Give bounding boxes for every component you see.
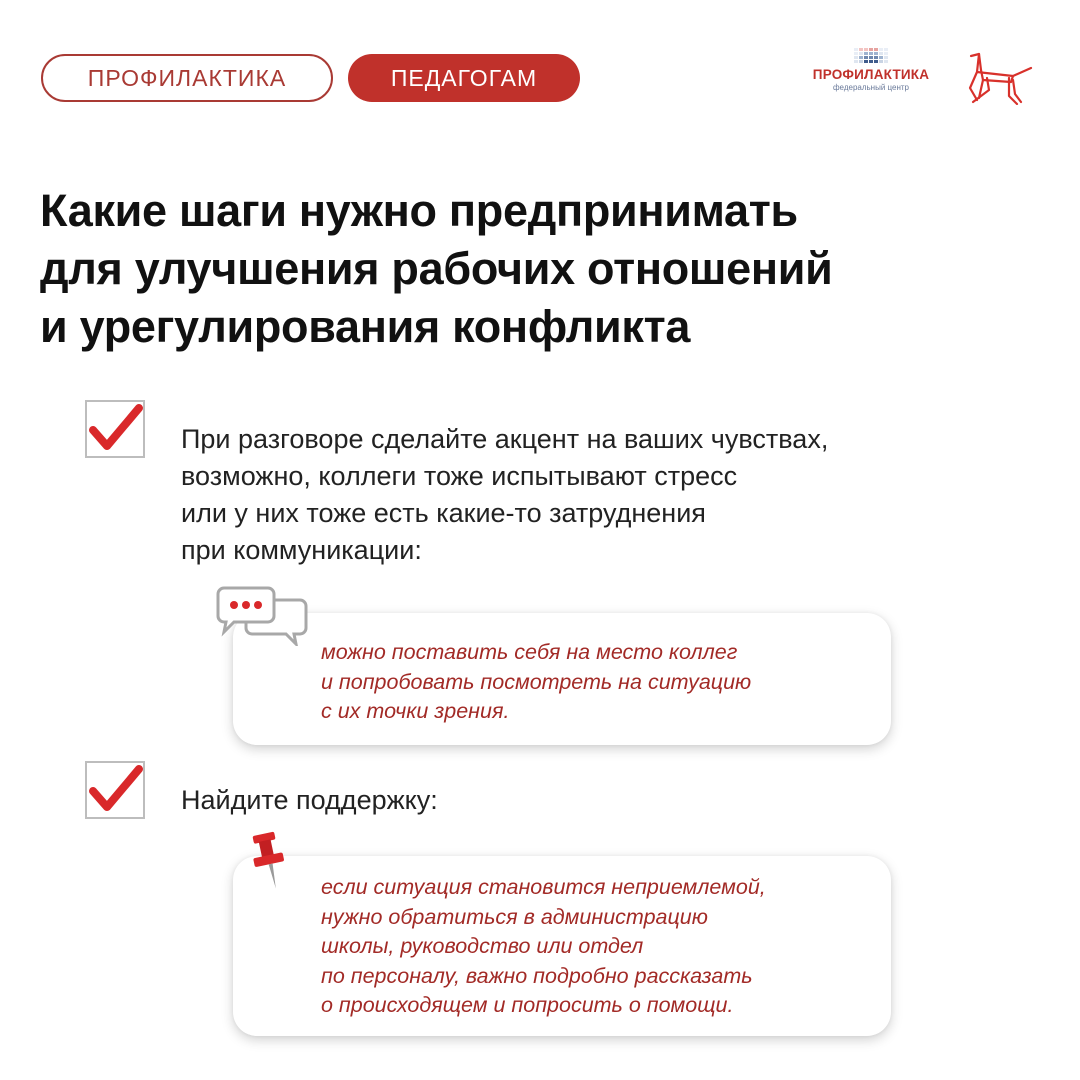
step-1-text (181, 421, 1001, 569)
prophylaxis-logo (806, 48, 936, 108)
note-line: о происходящем и попросить о помощи. (321, 993, 734, 1017)
logo-dot-grid-icon (806, 48, 936, 63)
title-line: Какие шаги нужно предпринимать (40, 185, 798, 236)
step-1-checkbox (85, 400, 145, 458)
checkmark-icon (87, 763, 147, 821)
tag-teachers[interactable] (348, 54, 580, 102)
tag-prophylaxis-label: ПРОФИЛАКТИКА (87, 64, 287, 91)
note-line: по персоналу, важно подробно рассказать (321, 963, 753, 988)
step-2-note-text (321, 873, 766, 1021)
note-line: и попробовать посмотреть на ситуацию (321, 669, 752, 694)
horse-logo-icon (965, 50, 1035, 105)
title-line: и урегулирования конфликта (40, 301, 691, 352)
step-2-checkbox (85, 761, 145, 819)
tag-prophylaxis[interactable] (41, 54, 333, 102)
step-1-line: при коммуникации: (181, 535, 422, 565)
step-1-line: возможно, коллеги тоже испытывают стресс (181, 461, 738, 491)
checkmark-icon (87, 402, 147, 460)
step-1-note-card (233, 613, 891, 745)
title-line: для улучшения рабочих отношений (40, 243, 833, 294)
note-line: школы, руководство или отдел (321, 934, 644, 958)
step-1-line: При разговоре сделайте акцент на ваших чувствах, (181, 424, 829, 454)
page-title (40, 182, 1040, 356)
step-1-line: или у них тоже есть какие-то затруднения (181, 498, 706, 528)
step-2-text (181, 782, 438, 819)
note-line: можно поставить себя на место коллег (321, 640, 738, 664)
logo-subtitle: федеральный центр (832, 83, 910, 92)
step-1-note-text (321, 638, 751, 727)
note-line: с их точки зрения. (321, 699, 510, 723)
note-line: нужно обратиться в администрацию (321, 904, 708, 929)
step-2-line: Найдите поддержку: (181, 785, 438, 815)
note-line: если ситуация становится неприемлемой, (321, 875, 766, 899)
chat-bubbles-icon (216, 586, 308, 646)
step-2-note-card (233, 856, 891, 1036)
logo-title: ПРОФИЛАКТИКА (812, 67, 930, 82)
tag-teachers-label: ПЕДАГОГАМ (390, 64, 538, 91)
pushpin-icon (248, 831, 292, 893)
